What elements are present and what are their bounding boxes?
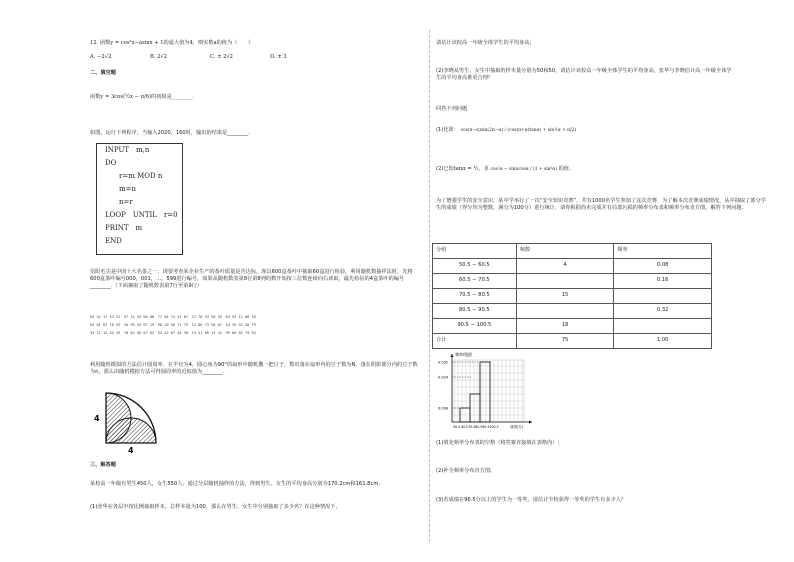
table-cell: 70.5 ∼ 80.5 <box>433 289 517 304</box>
program-line: LOOP UNTIL r=0 <box>105 211 178 219</box>
program-line: INPUT m,n <box>105 146 150 154</box>
histogram-y-tick: 0.032 <box>438 360 449 365</box>
random-table-row: 84 42 17 53 31 57 24 55 06 88 77 04 74 47 67 21 76 33 50 25 83 92 12 06 76 <box>90 315 256 319</box>
tan-expression: cos²α − sinαcosα / (1 + sin²α) <box>490 167 557 172</box>
frequency-histogram <box>432 350 542 435</box>
figure-label-left: 4 <box>94 414 100 423</box>
random-table-row: 63 01 63 78 59 16 95 55 67 19 98 10 50 71 75 12 86 73 58 07 44 39 52 38 79 <box>90 323 256 327</box>
histogram-y-label: 频率/组距 <box>455 352 473 357</box>
table-row <box>433 289 712 304</box>
sub-question-2: (2)补全频率分布直方图; <box>436 468 492 474</box>
program-line: n=r <box>119 198 133 206</box>
program-line: PRINT m <box>105 224 143 232</box>
table-cell: 50.5 ∼ 60.5 <box>433 259 517 274</box>
table-cell: 0.16 <box>614 274 712 289</box>
q12-option-b: B. 2√2 <box>150 54 168 60</box>
table-row <box>433 319 712 334</box>
histogram-x-ticks: 50.5 60.570.580.590.5100.5 <box>453 425 499 429</box>
sub-question-3: (3)若成绩在96.5分以上的学生为一等奖，请估计全校获得一等奖的学生有多少人？ <box>436 497 627 503</box>
simplify-expression: cos(π−α)sin(2π−α) / (cos(π+α)tanα) + sin²(α + π/2) <box>460 128 577 133</box>
q12-option-d: D. ± 3 <box>270 54 287 60</box>
table-cell: 1.00 <box>614 334 712 349</box>
table-header-cell: 频数 <box>516 244 614 259</box>
sector-figure <box>90 385 170 455</box>
program-box <box>96 143 183 255</box>
fill-question-2: 如图，运行下列程序，当输入2020，160时，输出的结果是________. <box>90 130 250 136</box>
histogram-x-label: 成绩(分) <box>510 425 524 429</box>
random-table-row: 33 21 12 34 29 78 64 56 07 82 52 42 07 44 38 15 51 00 13 42 99 66 02 79 54 <box>90 331 256 335</box>
table-cell <box>614 319 712 334</box>
table-cell: 合计 <box>433 334 517 349</box>
program-line: r=m MOD n <box>119 172 163 180</box>
program-line: m=n <box>119 185 137 193</box>
table-cell: 80.5 ∼ 90.5 <box>433 304 517 319</box>
table-cell <box>614 289 712 304</box>
q12-option-c: C. ± 2√2 <box>210 54 233 60</box>
q12-option-a: A. −2√2 <box>90 54 112 60</box>
fill-question-4: 利用随机模拟的方法估计圆周率．在半径为4，圆心角为90°的扇形中随机撒一把豆子，数出落在扇形内的豆子数为N，落在阴影部分内的豆子数为n，那么由随机模拟方法可得圆周率的近似值为________. <box>90 362 418 376</box>
table-row <box>433 304 712 319</box>
table-row <box>433 274 712 289</box>
simplify-label: (1)化简： <box>436 127 459 133</box>
table-cell: 60.5 ∼ 70.5 <box>433 274 517 289</box>
program-line: DO <box>105 159 117 167</box>
table-header-row <box>433 244 712 259</box>
right-text-2: (2)李晓从男生、女生中抽取的样本量分别为50和50，请估计该校高一年级全体学生的平均身高，张华与李晓估计高一年级全体学生的平均身高谁更合理？ <box>436 68 732 82</box>
right-text-1: 请估计该校高一年级全体学生的平均身高； <box>436 40 535 46</box>
tan-label: (2)已知tanα = ½，求 <box>436 166 489 172</box>
table-cell: 0.32 <box>614 304 712 319</box>
table-cell: 75 <box>516 334 614 349</box>
solve-question-1-part1: (1)张华在各层中按比例抽取样本，总样本量为100，那么在男生、女生中分别抽取了多少名？在这种情况下， <box>90 504 341 510</box>
right-text-3: 为了增强学生的安全意识，某中学举行了一次“安全知识竞赛”，共有1000名学生参加了这次竞赛．为了解本次竞赛成绩情况，从中抽取了部分学生的成绩（得分均为整数，满分为100分）进行统计．请你根据尚未完成并有局部污损的频率分布表和频率分布直方图，解答下列问题： <box>436 198 766 212</box>
table-cell: 0.08 <box>614 259 712 274</box>
histogram-bar <box>480 362 490 422</box>
table-cell: 90.5 ∼ 100.5 <box>433 319 517 334</box>
histogram-y-tick: 0.024 <box>438 375 449 380</box>
answer-heading: 回答下列问题 <box>436 106 468 112</box>
table-cell: 15 <box>516 289 614 304</box>
table-cell: 4 <box>516 259 614 274</box>
fill-question-3: 信阳毛尖是中国十大名茶之一，现要考查某企业生产的茶叶质量是否达标，现以600盒茶叶中抽取60盒进行检验，利用随机数抽样法时，先将600盒茶叶编号000，001，…，599进行编号，如果从随机数表第8行第8列的数开始按三位数连续向右读取，最先检验的4盒茶叶的编号________.（下面摘取了随机数表第7行至第9行） <box>90 269 413 290</box>
table-header-cell: 分组 <box>433 244 517 259</box>
sub-question-1: (1)填充频率分布表的空格（将答案直接填在表格内）; <box>436 440 560 446</box>
table-cell <box>516 304 614 319</box>
figure-label-bottom: 4 <box>128 446 134 455</box>
page-divider <box>429 30 430 542</box>
fill-question-1: 函数y = 3cos(½x − π/6)的初相是________. <box>90 94 195 100</box>
section-heading-solve: 三、解答题 <box>90 462 116 468</box>
q12-stem: 12. 函数y = cos²x−asinx + 1的最大值为4，则实数a的值为（ ） <box>90 40 253 46</box>
frequency-table <box>432 243 712 349</box>
table-cell <box>516 274 614 289</box>
table-header-cell: 频率 <box>614 244 712 259</box>
tan-question <box>436 166 571 173</box>
table-row <box>433 334 712 349</box>
tan-tail: 的值. <box>558 166 571 172</box>
program-line: END <box>105 237 122 245</box>
table-row <box>433 259 712 274</box>
table-cell: 18 <box>516 319 614 334</box>
solve-question-1: 某校高一年级有男生450人，女生550人，通过分层随机抽样的方法，得到男生、女生的平均身高分别为170.2cm和161.8cm。 <box>90 481 384 487</box>
histogram-y-tick: 0.008 <box>438 406 449 411</box>
simplify-question <box>436 127 576 134</box>
section-heading-fill: 二、填空题 <box>90 70 116 76</box>
